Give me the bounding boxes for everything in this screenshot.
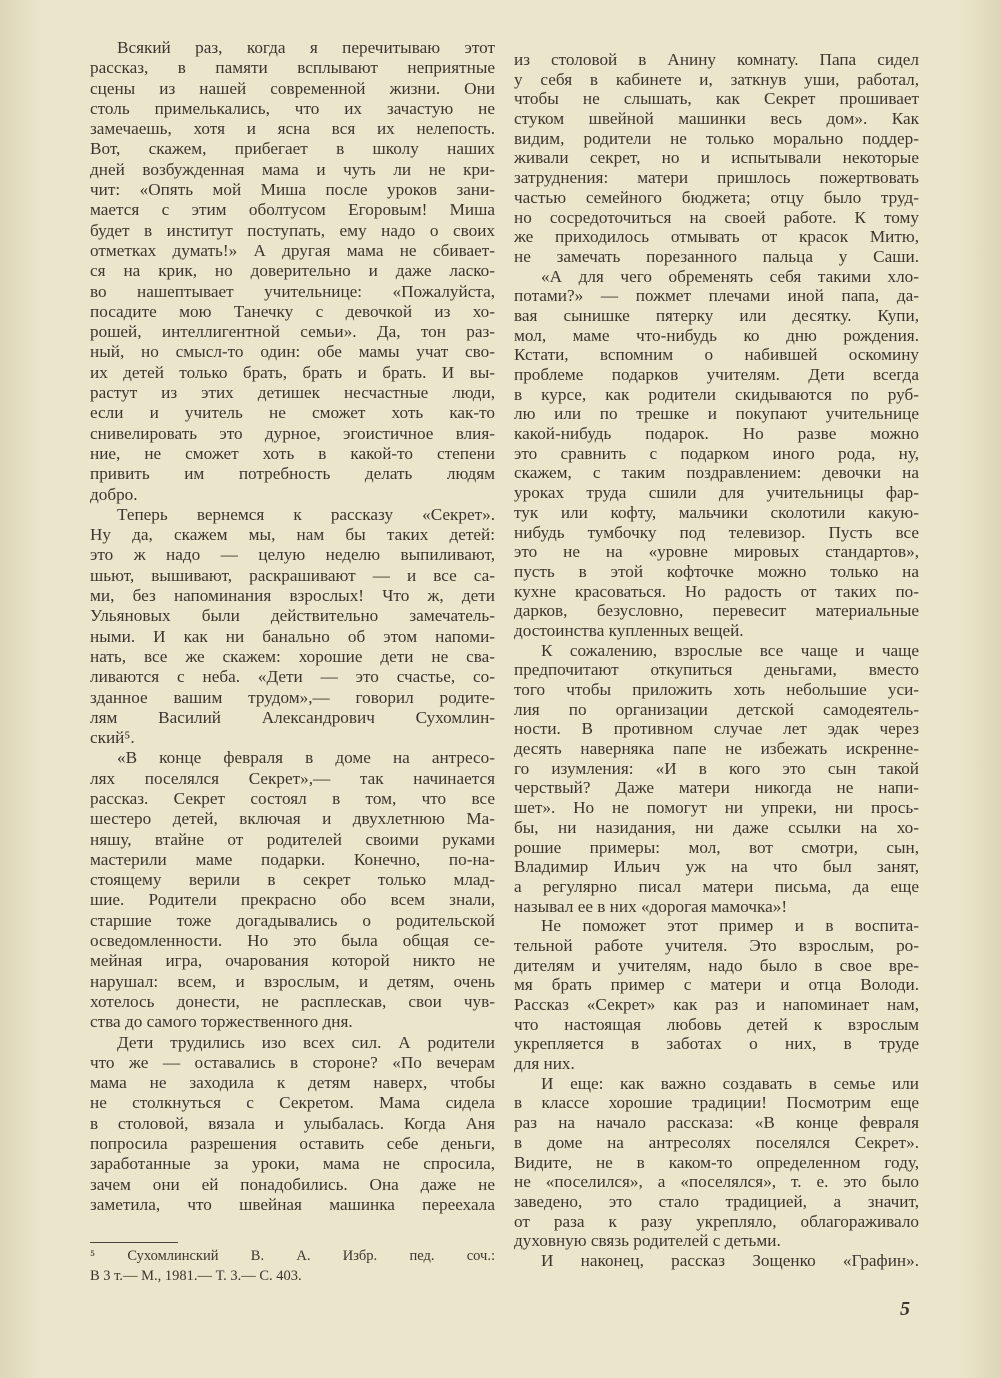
text-line: Рассказ «Секрет» как раз и напоминает нам, — [514, 995, 919, 1014]
text-line: дителям и учителям, надо было в свое вре- — [514, 955, 919, 975]
text-line: стуком швейной машинки весь дом». Как — [514, 109, 919, 129]
text-line: лю или по трешке и покупают учительнице — [514, 404, 919, 424]
text-line: дней возбужденная мама и чуть ли не кри- — [90, 159, 495, 179]
text-line: шие. Родители прекрасно обо всем знали, — [90, 890, 495, 910]
text-line: снивелировать это дурное, эгоистичное влия- — [90, 423, 495, 443]
text-line: дарков, безусловно, перевесит материальные — [514, 601, 919, 621]
text-line: рассказ. Секрет состоял в том, что все — [90, 788, 495, 808]
text-line: Ну да, скажем мы, нам бы таких детей: — [90, 525, 495, 545]
text-line: духовную связь родителей с детьми. — [514, 1231, 781, 1251]
text-line: это сравнить с подарком иного рода, ну, — [514, 443, 919, 463]
text-line: что настоящая любовь детей к взрослым — [514, 1014, 919, 1034]
footnote-divider — [90, 1242, 178, 1243]
right-text-column — [514, 50, 919, 1271]
text-line: замечаешь, хотя и ясна вся их нелепость. — [90, 119, 495, 139]
paragraph — [90, 38, 495, 505]
text-line: их детей только брать, брать и брать. И вы- — [90, 362, 495, 382]
text-line: К сожалению, взрослые все чаще и чаще — [541, 640, 919, 660]
text-line: ние, не сможет хоть в какой-то степени — [90, 443, 495, 463]
text-line: тельной работе учителя. Это взрослым, ро- — [514, 935, 919, 955]
paragraph — [90, 1033, 495, 1216]
text-line: укрепляется в заботах о них, в труде — [514, 1034, 919, 1054]
text-line: нарушал: всем, и взрослым, и детям, очень — [90, 971, 495, 991]
text-line: какой-нибудь подарок. Но разве можно — [514, 424, 919, 444]
text-line: попросила разрешения оставить себе деньги, — [90, 1134, 495, 1154]
text-line: зачем они ей понадобились. Она даже не — [90, 1174, 495, 1194]
text-line: для них. — [514, 1054, 575, 1074]
text-line: а регулярно писал матери письма, да еще — [514, 876, 919, 896]
text-line: чит: «Опять мой Миша после уроков зани- — [90, 180, 495, 200]
paragraph — [514, 641, 919, 917]
text-line: достоинства купленных вещей. — [514, 620, 744, 640]
text-line: будет в институт поступать, ему надо о своих — [90, 220, 495, 240]
text-line: старшие тоже догадывались о родительской — [90, 910, 495, 930]
text-line: во нашептывает учительнице: «Пожалуйста, — [90, 281, 495, 301]
text-line: не столкнуться с Секретом. Мама сидела — [90, 1093, 495, 1113]
text-line: бы, ни назидания, ни даже ссылки на хо- — [514, 817, 919, 837]
text-line: рассказ, в памяти всплывают неприятные — [90, 58, 495, 78]
footnote-line: ⁵ Сухомлинский В. А. Избр. пед. соч.: — [90, 1248, 495, 1264]
text-line: няшу, втайне от родителей своими руками — [90, 829, 495, 849]
text-line: это ж надо — целую неделю выпиливают, — [90, 545, 495, 565]
text-line: осведомленности. Но это была общая се- — [90, 931, 495, 951]
text-line: посадите мою Танечку с девочкой из хо- — [90, 301, 495, 321]
text-line: частью семейного бюджета; отцу было труд- — [514, 187, 919, 207]
text-line: в курсе, как родители скидываются по руб- — [514, 384, 919, 404]
text-line: в доме на антресолях поселялся Секрет». — [514, 1132, 919, 1152]
text-line: Не поможет этот пример и в воспита- — [541, 916, 919, 936]
text-line: добро. — [90, 484, 138, 504]
page-number: 5 — [900, 1298, 910, 1320]
text-line: заработанные за уроки, мама не спросила, — [90, 1154, 495, 1174]
text-line: стоящему верили в секрет только млад- — [90, 870, 495, 890]
text-line: тук или кофту, мальчики сколотили какую- — [514, 502, 919, 522]
text-line: Всякий раз, когда я перечитываю этот — [117, 38, 495, 57]
text-line: ный, но смысл-то один: обе мамы учат сво- — [90, 342, 495, 362]
text-line: в столовой, вязала и улыбалась. Когда Аня — [90, 1113, 495, 1133]
text-line: столь примелькались, что их зачастую не — [90, 98, 495, 118]
text-line: И еще: как важно создавать в семье или — [541, 1073, 919, 1093]
text-line: зданное вашим трудом»,— говорил родите- — [90, 687, 495, 707]
left-text-column — [90, 38, 495, 1215]
text-line: ными. И как ни банально об этом напоми- — [90, 626, 495, 646]
text-line: го изумления: «И в кого это сын такой — [514, 758, 919, 778]
text-line: называл ее в них «дорогая мамочка»! — [514, 896, 788, 916]
text-line: мается с этим оболтусом Егоровым! Миша — [90, 200, 495, 220]
text-line: Теперь вернемся к рассказу «Секрет». — [117, 504, 495, 524]
text-line: десять наверняка папе не избежать искренне- — [514, 739, 919, 759]
text-line: шестеро детей, включая и двухлетнюю Ма- — [90, 809, 495, 829]
text-line: нибудь тумбочку под телевизор. Пусть все — [514, 522, 919, 542]
text-line: мейная игра, очарования которой никто не — [90, 951, 495, 971]
text-line: предпочитают откупиться деньгами, вместо — [514, 660, 919, 680]
text-line: лях поселялся Секрет»,— так начинается — [90, 768, 495, 788]
text-line: ливаются с неба. «Дети — это счастье, со- — [90, 667, 495, 687]
paragraph — [514, 1251, 919, 1271]
text-line: живали секрет, но и испытывали некоторые — [514, 148, 919, 168]
text-line: Дети трудились изо всех сил. А родители — [117, 1032, 495, 1052]
text-line: Владимир Ильич уж на что был занят, — [514, 857, 919, 877]
text-line: скажем, с таким поздравлением: девочки на — [514, 463, 919, 483]
text-line: растут из этих детишек несчастные люди, — [90, 383, 495, 403]
text-line: ми, без напоминания взрослых! Что ж, дети — [90, 586, 495, 606]
text-line: вая сынишке пятерку или десятку. Купи, — [514, 305, 919, 325]
text-line: чтобы не слышать, как Секрет прошивает — [514, 89, 919, 109]
text-line: ства до самого торжественного дня. — [90, 1012, 353, 1032]
paragraph — [90, 748, 495, 1032]
paragraph — [514, 50, 919, 267]
text-line: нать, все же скажем: хорошие дети не сва- — [90, 646, 495, 666]
text-line: ский⁵. — [90, 728, 135, 748]
text-line: «А для чего обременять себя такими хло- — [541, 266, 919, 286]
text-line: И наконец, рассказ Зощенко «Графин». — [541, 1250, 919, 1270]
text-line: видим, родители не только морально поддер- — [514, 128, 919, 148]
footnote — [90, 1246, 495, 1286]
paragraph — [514, 916, 919, 1074]
text-line: Ульяновых были действительно замечатель- — [90, 606, 495, 626]
text-line: у себя в кабинете и, заткнув уши, работал, — [514, 69, 919, 89]
text-line: что же — оставались в стороне? «По вечерам — [90, 1052, 495, 1072]
text-line: шьют, вышивают, раскрашивают — и все са- — [90, 565, 495, 585]
text-line: затруднения: матери пришлось пожертвовать — [514, 168, 919, 188]
text-line: пусть в этой кофточке можно только на — [514, 561, 919, 581]
text-line: сцены из нашей современной жизни. Они — [90, 78, 495, 98]
paragraph — [90, 505, 495, 749]
text-line: Кстати, вспомним о набившей оскомину — [514, 345, 919, 365]
text-line: «В конце февраля в доме на антресо- — [117, 748, 495, 768]
text-line: заметила, что швейная машинка переехала — [90, 1194, 495, 1214]
text-line: Вот, скажем, прибегает в школу наших — [90, 139, 495, 159]
text-line: кухне красоваться. Но радость от таких по- — [514, 581, 919, 601]
text-line: ности. В противном случае лет эдак через — [514, 719, 919, 739]
text-line: мама не заходила к детям наверх, чтобы — [90, 1073, 495, 1093]
text-line: из столовой в Анину комнату. Папа сидел — [514, 50, 919, 69]
text-line: лям Василий Александрович Сухомлин- — [90, 707, 495, 727]
text-line: уроках труда сшили для учительницы фар- — [514, 483, 919, 503]
footnote-line: В 3 т.— М., 1981.— Т. 3.— С. 403. — [90, 1268, 302, 1284]
text-line: черствый? Даже матери никогда не напи- — [514, 778, 919, 798]
text-line: хотелось донести, не расплескав, свои чув- — [90, 991, 495, 1011]
text-line: в классе хорошие традиции! Посмотрим еще — [514, 1093, 919, 1113]
text-line: не «поселился», а «поселялся», т. е. это было — [514, 1172, 919, 1192]
text-line: от раза к разу укрепляло, облагораживало — [514, 1211, 919, 1231]
paragraph — [514, 267, 919, 641]
text-line: потами?» — пожмет плечами иной папа, да- — [514, 286, 919, 306]
text-line: мол, маме что-нибудь ко дню рождения. — [514, 325, 919, 345]
text-line: если и учитель не сможет хоть как-то — [90, 403, 495, 423]
text-line: привить им потребность делать людям — [90, 464, 495, 484]
text-line: того чтобы приложить хоть небольшие уси- — [514, 680, 919, 699]
text-line: заведено, это стало традицией, а значит, — [514, 1191, 919, 1211]
text-line: это не на «уровне мировых стандартов», — [514, 542, 919, 562]
text-line: мя брать пример с матери и отца Володи. — [514, 975, 919, 995]
paragraph — [514, 1074, 919, 1251]
text-line: отметках думать!» А другая мама не сбивает- — [90, 240, 495, 260]
text-line: мастерили маме подарки. Конечно, по-на- — [90, 849, 495, 869]
text-line: рошей, интеллигентной семьи». Да, тон раз- — [90, 322, 495, 342]
text-line: но сосредоточиться на своей работе. К тому — [514, 207, 919, 227]
text-line: Видите, не в каком-то определенном году, — [514, 1152, 919, 1172]
text-line: не замечать порезанного пальца у Саши. — [514, 246, 919, 266]
text-line: рошие примеры: мол, вот смотри, сын, — [514, 837, 919, 857]
text-line: шет». Но не помогут ни упреки, ни прось- — [514, 798, 919, 818]
text-line: ся на крик, но доверительно и даже ласко- — [90, 261, 495, 281]
text-line: же приходилось отмывать от красок Митю, — [514, 227, 919, 247]
text-line: раз на начало рассказа: «В конце февраля — [514, 1113, 919, 1133]
text-line: проблеме подарков учителям. Дети всегда — [514, 365, 919, 384]
text-line: лия по организации детской самодеятель- — [514, 699, 919, 719]
